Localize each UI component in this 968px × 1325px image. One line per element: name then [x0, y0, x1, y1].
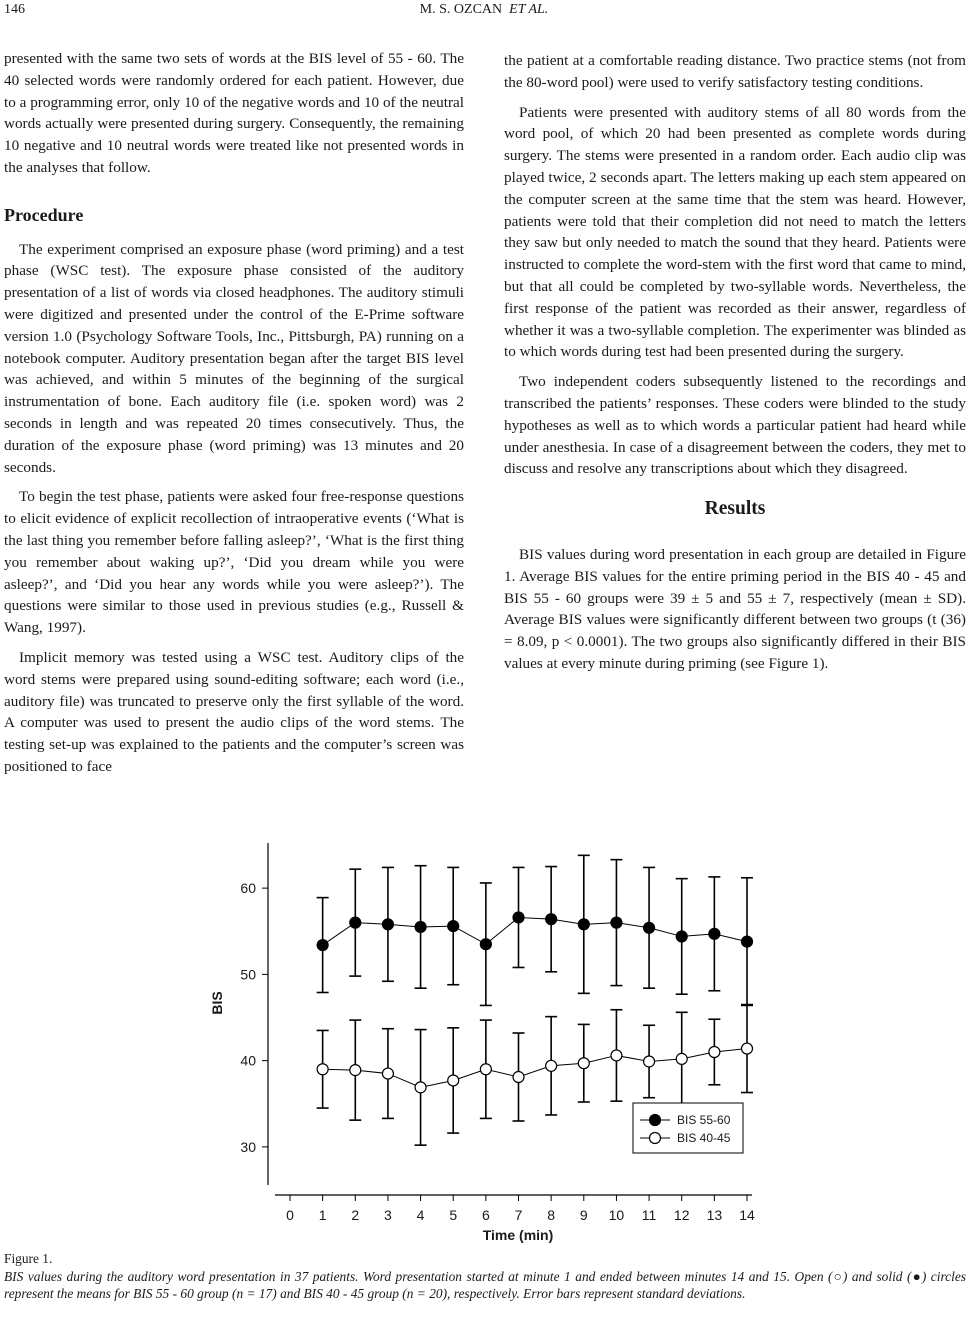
data-point-bis-55-60	[742, 936, 753, 947]
x-axis-label: Time (min)	[482, 1227, 554, 1243]
x-tick-label: 5	[449, 1207, 458, 1223]
data-point-bis-55-60	[513, 912, 524, 923]
data-point-bis-40-45	[578, 1058, 589, 1069]
right-paragraph-1: the patient at a comfortable reading distance. Two practice stems (not from the 80-word pool) were used to verify satisfactory testing conditions.	[504, 52, 966, 91]
legend-label: BIS 55-60	[677, 1113, 731, 1127]
x-tick-label: 2	[351, 1207, 360, 1223]
x-tick-label: 11	[641, 1207, 657, 1223]
x-tick-label: 4	[416, 1207, 425, 1223]
running-head-et-al: ET AL.	[509, 2, 549, 17]
data-point-bis-40-45	[415, 1082, 426, 1093]
legend-box	[633, 1103, 743, 1153]
data-point-bis-55-60	[644, 922, 655, 933]
x-tick-label: 13	[706, 1207, 723, 1223]
heading-procedure: Procedure	[4, 204, 84, 225]
data-point-bis-40-45	[382, 1068, 393, 1079]
x-tick-label: 8	[547, 1207, 556, 1223]
y-tick-label: 30	[240, 1138, 256, 1155]
page-number: 146	[4, 2, 25, 17]
data-point-bis-55-60	[578, 919, 589, 930]
figure-1	[200, 840, 760, 1245]
data-point-bis-40-45	[480, 1064, 491, 1075]
legend-marker	[650, 1115, 661, 1126]
heading-results: Results	[704, 498, 766, 520]
legend-marker	[650, 1133, 661, 1144]
data-point-bis-55-60	[317, 940, 328, 951]
left-paragraph-3: To begin the test phase, patients were asked four free-response questions to elicit evidence of explicit recollection of intraoperative events (‘What is the last thing you remember before falling asleep?’, ‘What is the first thing you remember about waking up?’, ‘Did you dream while you were asleep?’, and ‘Did you hear any words while you were asleep?’). The questions were similar to those used in previous studies (e.g., Russell & Wang, 1997).	[4, 488, 464, 637]
left-paragraph-4: Implicit memory was tested using a WSC test. Auditory clips of the word stems were prepared using sound-editing software; each word (i.e., auditory file) was truncated to preserve only the first syllable of the word. A computer was used to present the audio clips of the word stems. The testing set-up was explained to the patients and the computer’s screen was positioned to face	[4, 648, 464, 775]
right-paragraph-3: Two independent coders subsequently listened to the recordings and transcribed the patients’ responses. These coders were blinded to the study hypotheses as well as to which words a particular patient had heard while under anesthesia. In case of a disagreement between the coders, they met to discuss and resolve any transcriptions about which they disagreed.	[504, 373, 966, 478]
x-tick-label: 12	[673, 1207, 690, 1223]
caption-text: BIS values during the auditory word presentation in 37 patients. Word presentation started at minute 1 and ended between minutes 14 and 15. Open (○) and solid (●) circles represent the means for BIS 55 - 60 group (n = 17) and BIS 40 - 45 group (n = 20), respectively. Error bars represent standard deviations.	[4, 1268, 966, 1301]
right-column	[504, 50, 966, 675]
data-point-bis-40-45	[317, 1064, 328, 1075]
data-point-bis-40-45	[546, 1060, 557, 1071]
left-paragraph-2: The experiment comprised an exposure phase (word priming) and a test phase (WSC test). The exposure phase consisted of the auditory presentation of a list of words via closed headphones. The auditory stimuli were digitized and presented under the control of the E-Prime software version 1.0 (Psychology Software Tools, Inc., Pittsburgh, PA) running on a notebook computer. Auditory presentation began after the target BIS level was achieved, and within 5 minutes of the beginning of the surgical instrumentation of bone. Each auditory file (i.e. spoken word) was 2 seconds in length and was repeated 20 times consecutively. Thus, the duration of the exposure phase (word priming) was 13 minutes and 20 seconds.	[4, 240, 464, 476]
x-tick-label: 9	[579, 1207, 588, 1223]
x-tick-label: 7	[514, 1207, 523, 1223]
data-point-bis-55-60	[448, 921, 459, 932]
y-axis-label: BIS	[209, 991, 225, 1015]
caption-title: Figure 1.	[4, 1251, 53, 1266]
data-point-bis-55-60	[350, 917, 361, 928]
left-column	[4, 48, 464, 778]
figure-caption	[4, 1250, 966, 1303]
data-point-bis-40-45	[676, 1053, 687, 1064]
right-paragraph-4: BIS values during word presentation in each group are detailed in Figure 1. Average BIS values for the entire priming period in the BIS 40 - 45 and BIS 55 - 60 groups were 39 ± 5 and 55 ± 7, respectively (mean ± SD). Average BIS values were significantly different between two groups (t (36) = 8.09, p < 0.0001). The two groups also significantly differed in their BIS values at every minute during priming (see Figure 1).	[504, 545, 966, 672]
data-point-bis-55-60	[546, 914, 557, 925]
data-point-bis-55-60	[382, 919, 393, 930]
page-header	[0, 0, 968, 24]
data-point-bis-40-45	[611, 1050, 622, 1061]
x-tick-label: 1	[318, 1207, 327, 1223]
data-point-bis-40-45	[742, 1043, 753, 1054]
data-point-bis-40-45	[350, 1065, 361, 1076]
data-point-bis-40-45	[709, 1047, 720, 1058]
data-point-bis-40-45	[644, 1056, 655, 1067]
y-tick-label: 40	[240, 1052, 256, 1069]
bis-chart	[200, 840, 760, 1245]
data-point-bis-40-45	[448, 1075, 459, 1086]
y-tick-label: 60	[240, 880, 256, 897]
x-tick-label: 6	[481, 1207, 490, 1223]
data-point-bis-55-60	[676, 931, 687, 942]
data-point-bis-55-60	[415, 921, 426, 932]
x-tick-label: 0	[286, 1207, 294, 1223]
x-tick-label: 10	[608, 1207, 625, 1223]
right-paragraph-2: Patients were presented with auditory stems of all 80 words from the word pool, of which 20 had been presented as complete words during surgery. The stems were presented in a random order. Each audio clip was played twice, 2 seconds apart. The letters making up each stem appeared on the computer screen at the same time that the stem was heard. However, patients were told that their completion did not need to match the letters they saw but only needed to match the sound that they heard. Patients were instructed to complete the word-stem with the first word that came to mind, but that all could be completed by two-syllable words. Nevertheless, the first response of the patient was recorded as their answer, regardless of whether it was a two-syllable completion. The experimenter was blinded as to which words during test had been presented during the surgery.	[504, 103, 966, 361]
x-tick-label: 3	[384, 1207, 392, 1223]
left-paragraph-1: presented with the same two sets of words at the BIS level of 55 - 60. The 40 selected words were randomly ordered for each patient. However, due to a programming error, only 10 of the negative words and 10 of the neutral words actually were presented during surgery. Consequently, the remaining 10 negative and 10 neutral words were treated like not presented words in the analyses that follow.	[4, 50, 464, 176]
x-tick-label: 14	[739, 1207, 755, 1223]
y-tick-label: 50	[240, 966, 256, 983]
data-point-bis-55-60	[480, 939, 491, 950]
running-head-authors: M. S. OZCAN	[419, 2, 503, 17]
legend-label: BIS 40-45	[677, 1131, 731, 1145]
running-head	[0, 2, 968, 18]
data-point-bis-55-60	[611, 917, 622, 928]
data-point-bis-40-45	[513, 1072, 524, 1083]
data-point-bis-55-60	[709, 928, 720, 939]
